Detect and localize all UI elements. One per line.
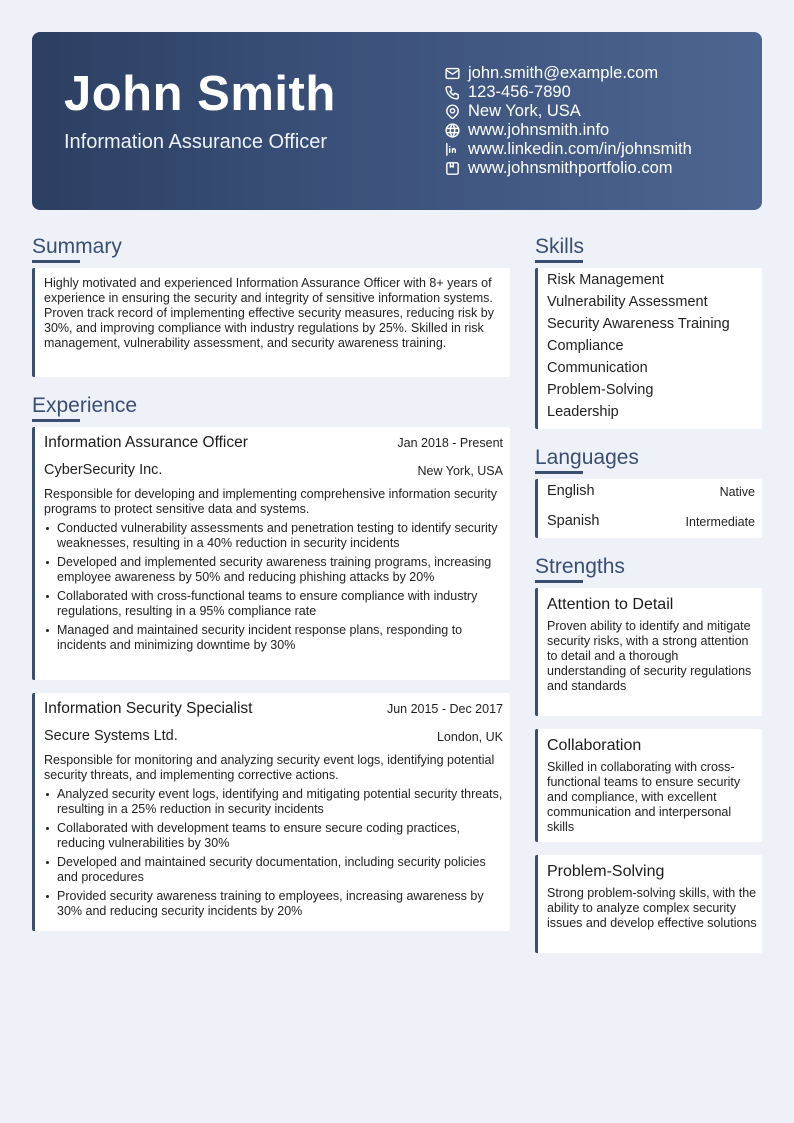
achievement-item: Developed and implemented security awareness training programs, increasing employee awareness by 50% and reducing phishing attacks by 20% bbox=[44, 555, 508, 585]
skill-item: Communication bbox=[547, 360, 648, 376]
languages-heading: Languages bbox=[535, 446, 639, 469]
skill-item: Risk Management bbox=[547, 272, 664, 288]
skill-item: Leadership bbox=[547, 404, 619, 420]
skills-heading-underline bbox=[535, 260, 583, 263]
language-name: English bbox=[547, 483, 595, 499]
contact-linkedin[interactable] bbox=[444, 140, 754, 159]
achievement-item: Provided security awareness training to employees, increasing awareness by 30% and reducing security incidents by 20% bbox=[44, 889, 508, 919]
skill-item: Compliance bbox=[547, 338, 624, 354]
portfolio-icon bbox=[444, 160, 461, 177]
skill-item: Vulnerability Assessment bbox=[547, 294, 708, 310]
strength-title: Collaboration bbox=[547, 737, 642, 754]
skills-heading: Skills bbox=[535, 235, 585, 258]
job-company: Secure Systems Ltd. bbox=[44, 728, 178, 744]
job-company: CyberSecurity Inc. bbox=[44, 462, 163, 478]
contact-phone-text: 123-456-7890 bbox=[468, 83, 571, 101]
summary-heading: Summary bbox=[32, 235, 122, 258]
achievement-item: Collaborated with development teams to ensure secure coding practices, reducing vulnerabilities by 30% bbox=[44, 821, 508, 851]
strength-title: Problem-Solving bbox=[547, 863, 665, 880]
strength-card bbox=[535, 588, 762, 716]
contact-portfolio-text: www.johnsmithportfolio.com bbox=[468, 159, 673, 177]
achievement-item: Developed and maintained security documentation, including security policies and procedures bbox=[44, 855, 508, 885]
strength-card bbox=[535, 855, 762, 953]
strength-description: Proven ability to identify and mitigate security risks, with a strong attention to detail and a thorough understanding of security regulations and standards bbox=[547, 619, 752, 693]
summary-text: Highly motivated and experienced Information Assurance Officer with 8+ years of experience in ensuring the security and integrity of sensitive information systems. Proven track record of implementing effective security measures, reducing risk by 30%, and improving compliance with industry regulations by 25%. Skilled in risk management, vulnerability assessment, and security awareness training. bbox=[44, 276, 494, 350]
contact-website-text: www.johnsmith.info bbox=[468, 121, 610, 139]
skills-card bbox=[535, 268, 762, 429]
location-pin-icon bbox=[444, 103, 461, 120]
strengths-heading-underline bbox=[535, 580, 583, 583]
experience-card bbox=[32, 427, 510, 680]
job-description: Responsible for monitoring and analyzing security event logs, identifying potential security threats, and implementing corrective actions. bbox=[44, 753, 495, 782]
achievement-item: Conducted vulnerability assessments and penetration testing to identify security weaknesses, resulting in a 40% reduction in security incidents bbox=[44, 521, 508, 551]
job-achievements bbox=[44, 521, 508, 657]
contact-location-text: New York, USA bbox=[468, 102, 581, 120]
language-name: Spanish bbox=[547, 513, 600, 529]
achievement-item: Managed and maintained security incident response plans, responding to incidents and minimizing downtime by 30% bbox=[44, 623, 508, 653]
languages-card bbox=[535, 479, 762, 538]
achievement-item: Collaborated with cross-functional teams to ensure compliance with industry regulations, resulting in a 95% compliance rate bbox=[44, 589, 508, 619]
job-title: Information Assurance Officer bbox=[44, 434, 248, 451]
job-dates: Jun 2015 - Dec 2017 bbox=[386, 702, 503, 716]
job-location: London, UK bbox=[436, 730, 503, 744]
language-level: Intermediate bbox=[685, 515, 755, 529]
strength-description: Strong problem-solving skills, with the ability to analyze complex security issues and develop effective solutions bbox=[547, 886, 757, 930]
contact-email-text: john.smith@example.com bbox=[468, 64, 659, 82]
contact-website[interactable] bbox=[444, 121, 754, 140]
experience-heading-underline bbox=[32, 419, 80, 422]
achievement-item: Analyzed security event logs, identifying and mitigating potential security threats, resulting in a 25% reduction in security incidents bbox=[44, 787, 508, 817]
contact-phone[interactable] bbox=[444, 83, 754, 102]
mail-icon bbox=[444, 65, 461, 82]
strength-card bbox=[535, 729, 762, 842]
summary-card bbox=[32, 268, 510, 377]
experience-heading: Experience bbox=[32, 394, 138, 417]
job-achievements bbox=[44, 787, 508, 923]
resume-header bbox=[32, 32, 762, 210]
skill-item: Security Awareness Training bbox=[547, 316, 730, 332]
strengths-heading: Strengths bbox=[535, 555, 625, 578]
languages-heading-underline bbox=[535, 471, 583, 474]
strength-description: Skilled in collaborating with cross-functional teams to ensure security and compliance, with excellent communication and interpersonal skills bbox=[547, 760, 741, 834]
contact-list bbox=[444, 64, 754, 178]
language-level: Native bbox=[719, 485, 755, 499]
job-description: Responsible for developing and implementing comprehensive information security programs to protect sensitive data and systems. bbox=[44, 487, 498, 516]
strength-title: Attention to Detail bbox=[547, 596, 674, 613]
phone-icon bbox=[444, 84, 461, 101]
experience-card bbox=[32, 693, 510, 931]
candidate-title: Information Assurance Officer bbox=[64, 131, 328, 153]
globe-icon bbox=[444, 122, 461, 139]
contact-location bbox=[444, 102, 754, 121]
linkedin-icon bbox=[444, 141, 461, 158]
skill-item: Problem-Solving bbox=[547, 382, 654, 398]
contact-portfolio[interactable] bbox=[444, 159, 754, 178]
summary-heading-underline bbox=[32, 260, 80, 263]
job-location: New York, USA bbox=[417, 464, 503, 478]
contact-email[interactable] bbox=[444, 64, 754, 83]
contact-linkedin-text: www.linkedin.com/in/johnsmith bbox=[468, 140, 692, 158]
job-dates: Jan 2018 - Present bbox=[397, 436, 503, 450]
job-title: Information Security Specialist bbox=[44, 700, 253, 717]
candidate-name: John Smith bbox=[64, 67, 336, 121]
